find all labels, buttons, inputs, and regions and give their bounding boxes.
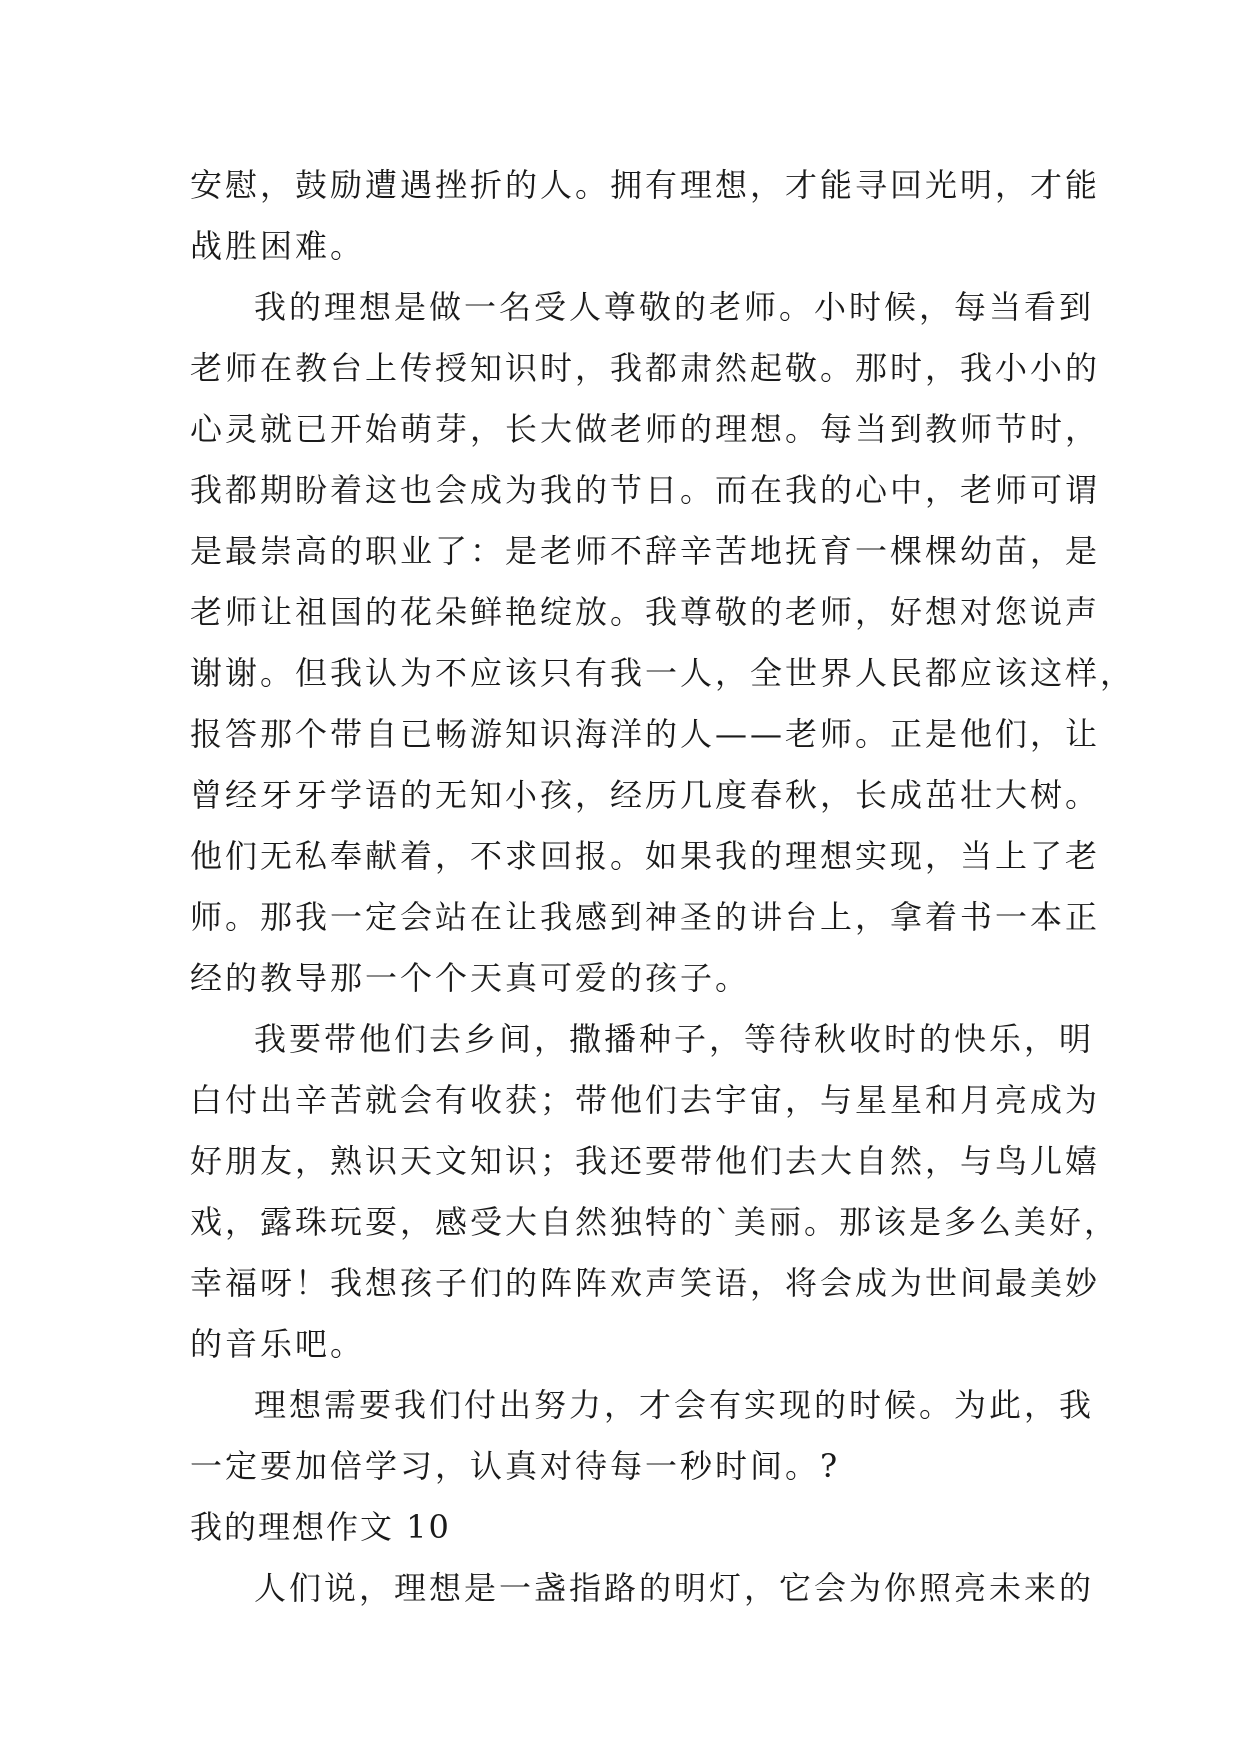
text-line: 安慰，鼓励遭遇挫折的人。拥有理想，才能寻回光明，才能 <box>190 166 1101 204</box>
text-line: 战胜困难。 <box>190 227 366 265</box>
text-line: 老师让祖国的花朵鲜艳绽放。我尊敬的老师，好想对您说声 <box>190 593 1101 631</box>
text-line: 谢谢。但我认为不应该只有我一人，全世界人民都应该这样， <box>190 654 1136 692</box>
text-line: 幸福呀！我想孩子们的阵阵欢声笑语，将会成为世间最美妙 <box>190 1264 1101 1302</box>
text-line: 白付出辛苦就会有收获；带他们去宇宙，与星星和月亮成为 <box>190 1081 1101 1119</box>
text-line: 是最崇高的职业了：是老师不辞辛苦地抚育一棵棵幼苗，是 <box>190 532 1101 570</box>
text-line: 好朋友，熟识天文知识；我还要带他们去大自然，与鸟儿嬉 <box>190 1142 1101 1180</box>
section-heading: 我的理想作文 10 <box>190 1508 451 1546</box>
text-line: 曾经牙牙学语的无知小孩，经历几度春秋，长成茁壮大树。 <box>190 776 1101 814</box>
text-line: 报答那个带自已畅游知识海洋的人——老师。正是他们，让 <box>190 715 1101 753</box>
text-line: 经的教导那一个个天真可爱的孩子。 <box>190 959 751 997</box>
paragraph-start-line: 理想需要我们付出努力，才会有实现的时候。为此，我 <box>254 1386 1095 1424</box>
paragraph-start-line: 我要带他们去乡间，撒播种子，等待秋收时的快乐，明 <box>254 1020 1095 1058</box>
text-line: 我都期盼着这也会成为我的节日。而在我的心中，老师可谓 <box>190 471 1101 509</box>
text-line: 戏，露珠玩耍，感受大自然独特的`美丽。那该是多么美好， <box>190 1203 1120 1241</box>
text-line: 的音乐吧。 <box>190 1325 366 1363</box>
paragraph-start-line: 我的理想是做一名受人尊敬的老师。小时候，每当看到 <box>254 288 1095 326</box>
document-body <box>190 155 1136 1619</box>
paragraph-start-line: 人们说，理想是一盏指路的明灯，它会为你照亮未来的 <box>254 1569 1095 1607</box>
text-line: 他们无私奉献着，不求回报。如果我的理想实现，当上了老 <box>190 837 1101 875</box>
text-line: 老师在教台上传授知识时，我都肃然起敬。那时，我小小的 <box>190 349 1101 387</box>
text-line: 师。那我一定会站在让我感到神圣的讲台上，拿着书一本正 <box>190 898 1101 936</box>
text-line: 心灵就已开始萌芽，长大做老师的理想。每当到教师节时， <box>190 410 1101 448</box>
text-line: 一定要加倍学习，认真对待每一秒时间。? <box>190 1447 841 1485</box>
